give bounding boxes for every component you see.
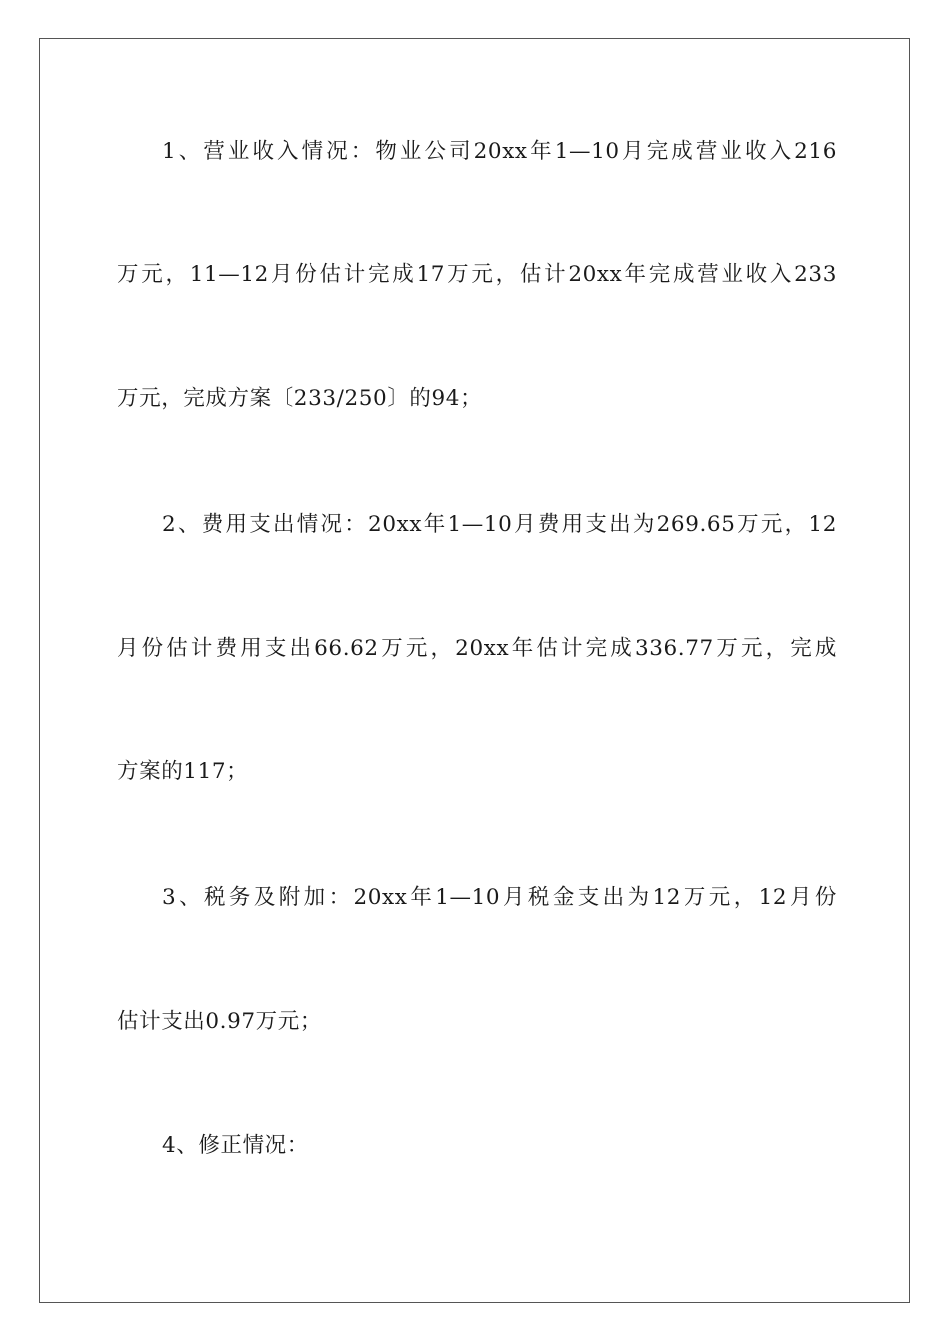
paragraph-2-line-3: 方案的117； bbox=[117, 759, 249, 784]
paragraph-2-line-2: 月份估计费用支出66.62万元，20xx年估计完成336.77万元，完成 bbox=[117, 636, 837, 661]
paragraph-3-line-2: 估计支出0.97万元； bbox=[117, 1009, 322, 1034]
paragraph-3-line-1: 3、税务及附加：20xx年1—10月税金支出为12万元，12月份 bbox=[162, 885, 837, 910]
page-border bbox=[39, 38, 910, 1303]
paragraph-2-line-1: 2、费用支出情况：20xx年1—10月费用支出为269.65万元，12 bbox=[162, 512, 837, 537]
paragraph-1-line-2: 万元，11—12月份估计完成17万元，估计20xx年完成营业收入233 bbox=[117, 262, 837, 287]
paragraph-4-line-1: 4、修正情况： bbox=[162, 1133, 309, 1158]
paragraph-1-line-3: 万元，完成方案〔233/250〕的94； bbox=[117, 386, 483, 411]
paragraph-1-line-1: 1、营业收入情况：物业公司20xx年1—10月完成营业收入216 bbox=[162, 139, 837, 164]
